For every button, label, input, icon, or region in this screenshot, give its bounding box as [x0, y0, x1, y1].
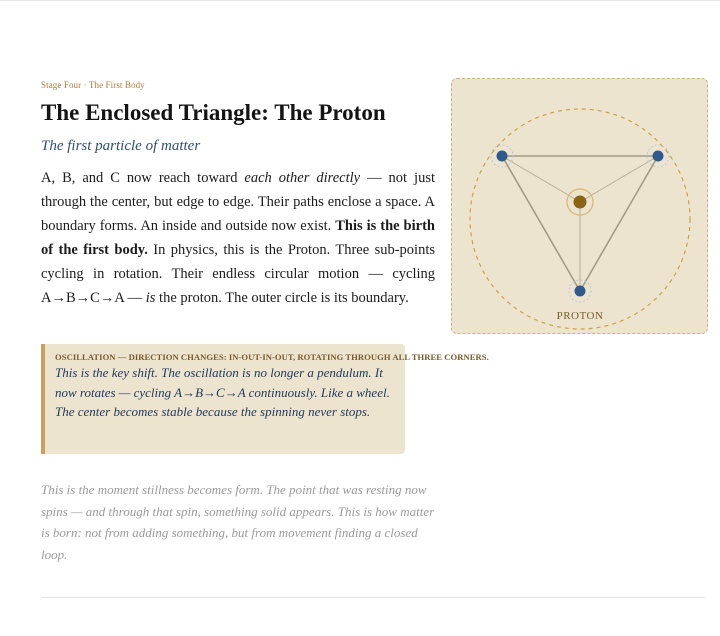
- body-text-1: A, B, and C now reach toward: [41, 170, 245, 186]
- body-text-3: In physics, this is the Proton. Three sub-points cycling in rotation. Their endless circular motion — cycling A→B→C→A —: [41, 242, 435, 306]
- node-b: [653, 151, 664, 162]
- node-c: [575, 286, 586, 297]
- body-emphasis-1: each other directly: [244, 170, 361, 186]
- body-text-2: — not just through the center, but edge to edge. Their paths enclose a space. A boundary forms. An inside and outside now exist.: [41, 170, 435, 234]
- proton-diagram: [451, 78, 708, 334]
- page-title: The Enclosed Triangle: The Proton: [41, 100, 386, 125]
- callout-heading: OSCILLATION — DIRECTION CHANGES: IN-OUT-IN-OUT, ROTATING THROUGH ALL THREE CORNERS.: [55, 352, 489, 362]
- body-bold-statement: This is the birth of the first body.: [41, 218, 435, 258]
- page-subtitle: The first particle of matter: [41, 138, 201, 154]
- body-text-4: the proton. The outer circle is its boundary.: [155, 290, 409, 306]
- breadcrumb: Stage Four · The First Body: [41, 80, 145, 90]
- bottom-divider: [41, 597, 705, 598]
- center-point: [574, 196, 587, 209]
- proton-diagram-svg: [452, 79, 709, 335]
- node-a: [497, 151, 508, 162]
- body-emphasis-2: is: [145, 290, 156, 306]
- callout-text: This is the key shift. The oscillation is no longer a pendulum. It now rotates — cycling A→B→C→A continuously. Like a wheel. The center becomes stable because the spinning never stops.: [55, 365, 390, 419]
- top-divider: [0, 0, 720, 1]
- closing-paragraph: This is the moment stillness becomes form. The point that was resting now spins — and through that spin, something solid appears. This is how matter is born: not from adding something, but from movement finding a closed loop.: [41, 482, 435, 562]
- proton-label: PROTON: [556, 310, 604, 322]
- body-paragraph: [41, 166, 435, 310]
